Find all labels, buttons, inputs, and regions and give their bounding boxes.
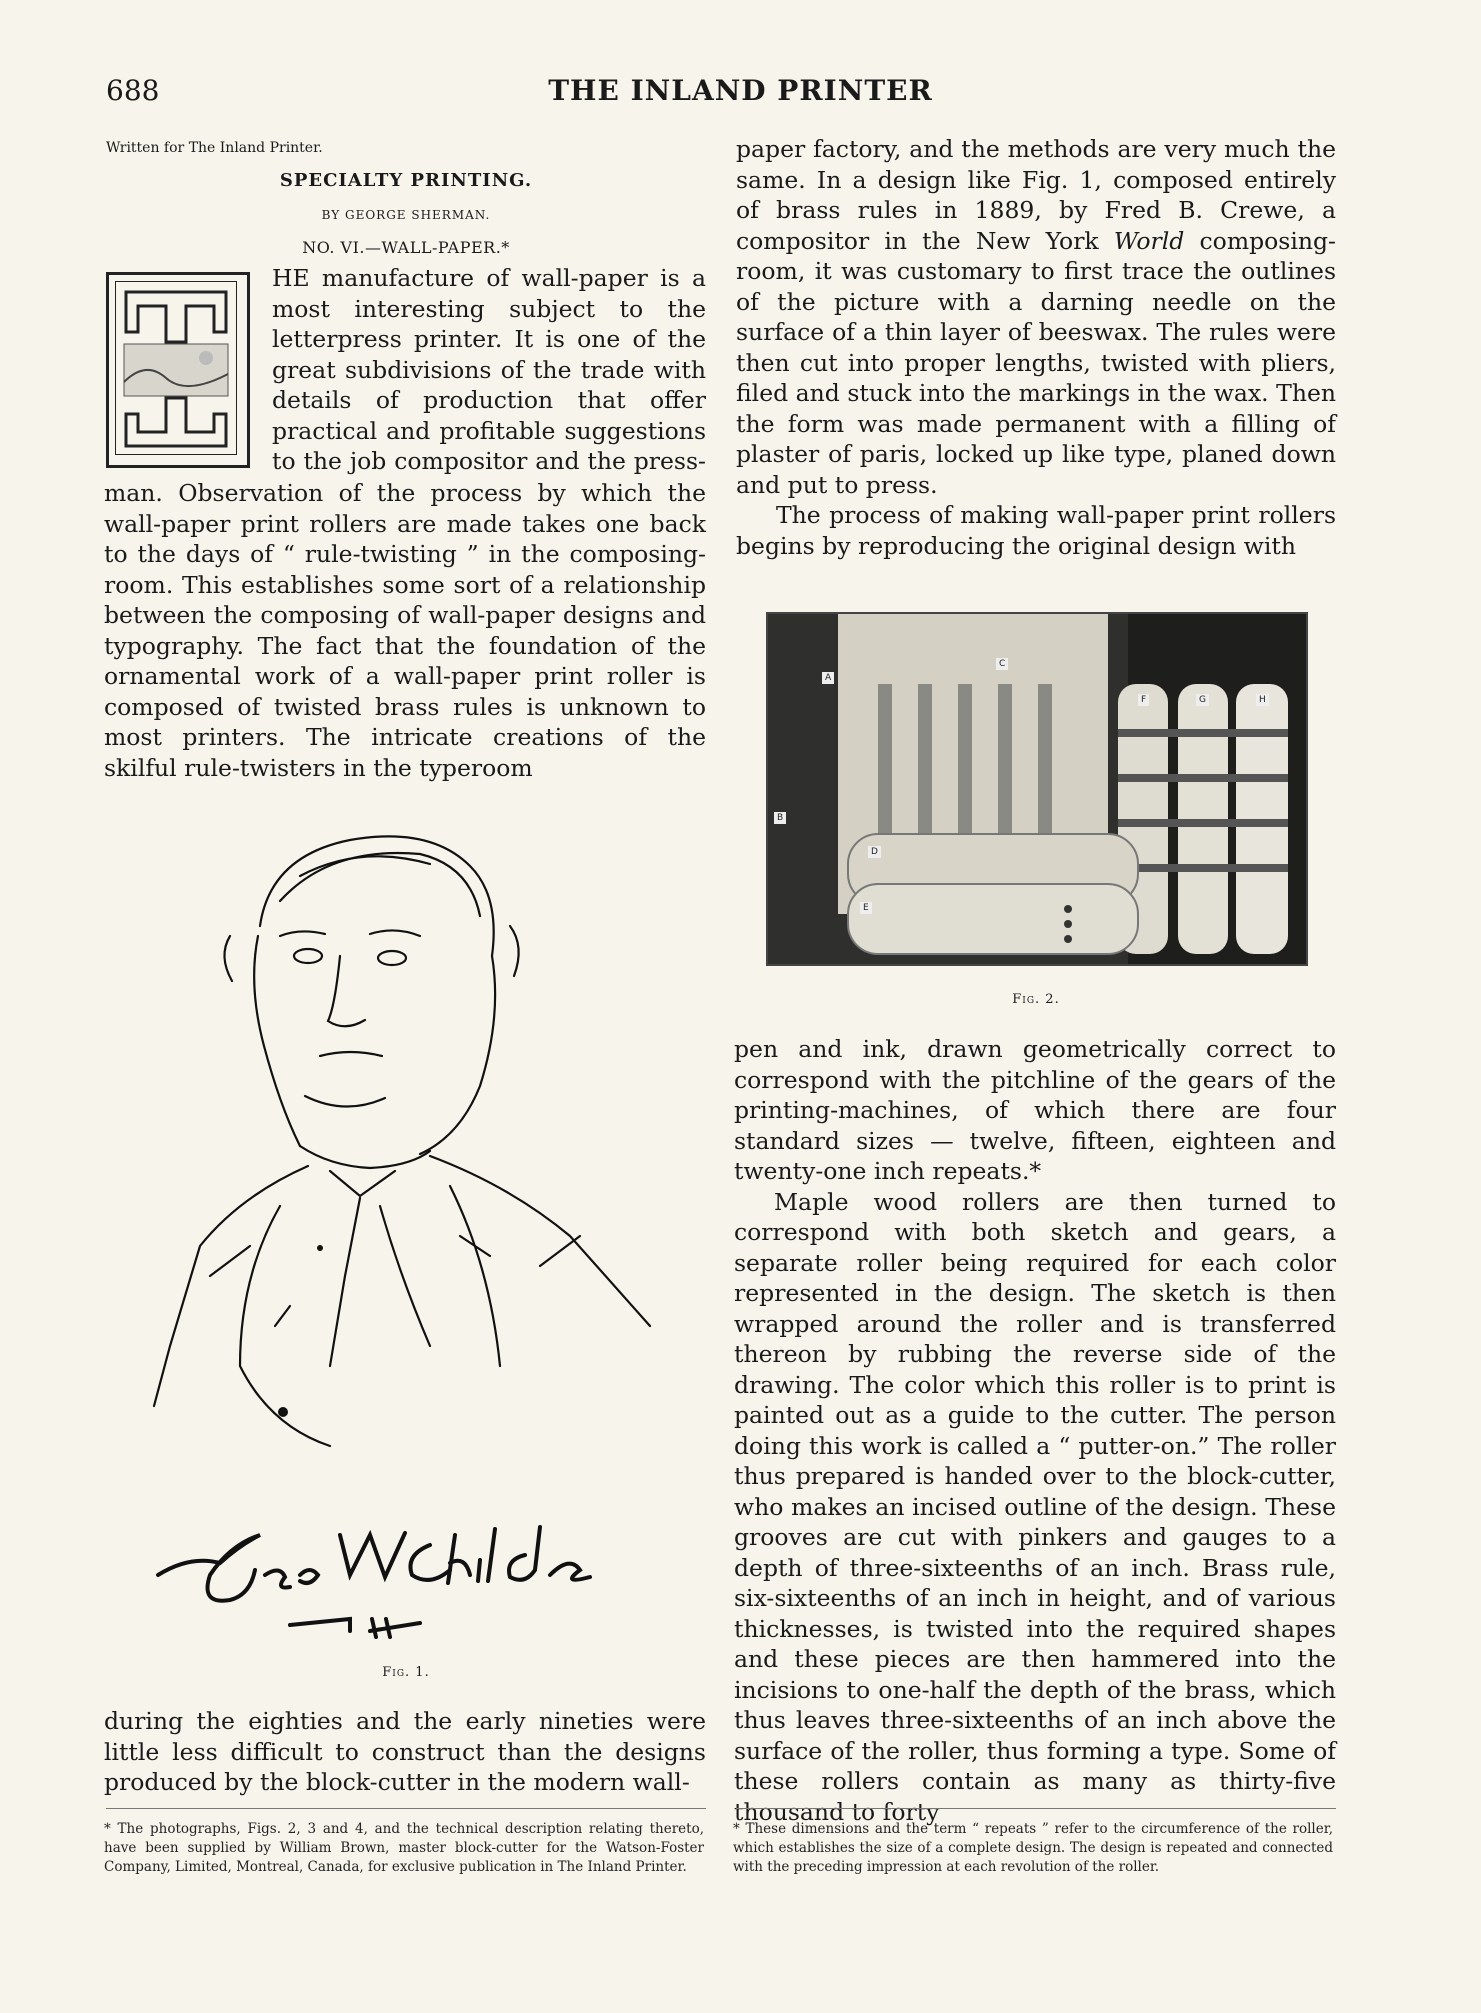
portrait-illustration [130, 806, 690, 1476]
footnote-rule-left [106, 1808, 706, 1809]
photo-label-h: H [1256, 694, 1269, 706]
left-paragraph-2: during the eighties and the early nineties were little less difficult to construct than the designs produced by the block-cutter in the modern wall- [104, 1707, 706, 1796]
photo-label-c: C [996, 658, 1008, 670]
footnote-rule-right [736, 1808, 1336, 1809]
photo-label-d: D [868, 846, 881, 858]
rollers-photo-image [768, 614, 1306, 964]
footnote-right: * These dimensions and the term “ repeats ” refer to the circumference of the roller, which establishes the size of a complete design. The design is repeated and connected with the preceding impression at each revolution of the roller. [733, 1821, 1333, 1875]
intro-paragraph [272, 263, 706, 477]
signature-image [150, 1515, 650, 1655]
photo-label-b: B [774, 812, 786, 824]
right-paragraph-4: Maple wood rollers are then turned to correspond with both sketch and gears, a separate roller being required for each color represented in the design. The sketch is then wrapped around the roller and is transferred thereon by rubbing the reverse side of the drawing. The color which this roller is to print is painted out as a guide to the cutter. The person doing this work is called a “ putter-on.” The roller thus prepared is handed over to the block-cutter, who makes an incised outline of the design. These grooves are cut with pinkers and gauges to a depth of three-sixteenths of an inch. Brass rule, six-sixteenths of an inch in height, and of various thicknesses, is twisted into the required shapes and these pieces are then hammered into the incisions to one-half the depth of the brass, which thus leaves three-sixteenths of an inch above the surface of the roller, thus forming a type. Some of these rollers contain as many as thirty-five thousand to forty [734, 1187, 1336, 1826]
right-paragraph-2: The process of making wall-paper print rollers begins by reproducing the original design with [736, 501, 1336, 560]
photo-label-e: E [860, 902, 872, 914]
left-column-text [104, 478, 706, 783]
right-column-bottom [734, 1034, 1336, 1827]
right-paragraph-1 [736, 134, 1336, 500]
newspaper-name: World [1113, 226, 1185, 255]
page-number: 688 [106, 74, 160, 107]
drop-cap-frame [115, 281, 237, 455]
written-for-note: Written for The Inland Printer. [106, 140, 323, 156]
left-paragraph-1: man. Observation of the process by which the wall-paper print rollers are made takes one back to the days of “ rule-twisting ” in the composing-room. This establishes some sort of a relationship between the composing of wall-paper designs and typography. The fact that the foundation of the ornamental work of a wall-paper print roller is composed of twisted brass rules is unknown to most printers. The intricate creations of the skilful rule-twisters in the typeroom [104, 479, 706, 782]
footnote-left: * The photographs, Figs. 2, 3 and 4, and the technical description relating thereto, have been supplied by William Brown, master block-cutter for the Watson-Foster Company, Limited, Montreal, Canada, for exclusive publication in The Inland Printer. [104, 1821, 704, 1875]
photo-label-g: G [1196, 694, 1209, 706]
left-column-bottom [104, 1706, 706, 1798]
right-paragraph-1-part-a: paper factory, and the methods are very much the same. In a design like Fig. 1, composed entirely of brass rules in 1889, by Fred B. Crewe, a compositor in the New York [736, 135, 1336, 255]
fig1-caption: Fig. 1. [382, 1665, 430, 1680]
byline: BY GEORGE SHERMAN. [321, 208, 491, 222]
photo-label-a: A [822, 672, 834, 684]
drop-cap-ornament [116, 282, 236, 454]
intro-text: HE manufacture of wall-paper is a most interesting subject to the letterpress printer. It is one of the great subdivisions of the trade with details of production that offer practical and profitable suggestions to the job compositor and the press- [272, 264, 706, 475]
right-paragraph-3: pen and ink, drawn geometrically correct to correspond with the pitchline of the gears of the printing-machines, of which there are four standard sizes — twelve, fifteen, eighteen and twenty-one inch repeats.* [734, 1035, 1336, 1185]
running-title: THE INLAND PRINTER [548, 74, 933, 107]
rollers-photograph [766, 612, 1308, 966]
drop-cap [106, 272, 250, 468]
article-number: NO. VI.—WALL-PAPER.* [302, 238, 510, 257]
photo-label-f: F [1138, 694, 1149, 706]
article-title: SPECIALTY PRINTING. [279, 170, 533, 191]
fig2-caption: Fig. 2. [1012, 992, 1060, 1007]
right-paragraph-1-part-b: composing-room, it was customary to first trace the outlines of the picture with a darning needle on the surface of a thin layer of beeswax. The rules were then cut into proper lengths, twisted with pliers, filed and stuck into the markings in the wax. Then the form was made permanent with a filling of plaster of paris, locked up like type, planed down and put to press. [736, 226, 1336, 499]
right-column-top [736, 134, 1336, 561]
